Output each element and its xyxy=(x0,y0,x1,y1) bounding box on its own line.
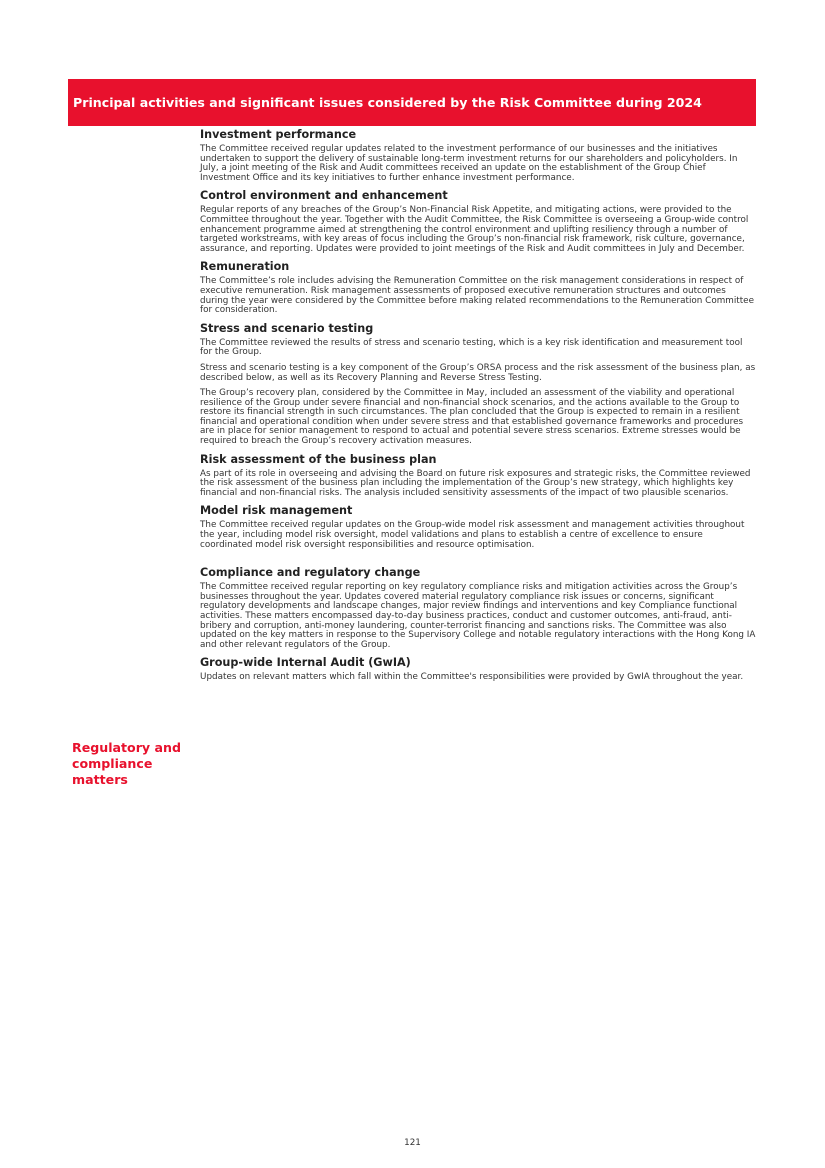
section-heading: Control environment and enhancement xyxy=(200,189,448,203)
section-paragraph: The Committee’s role includes advising the Remuneration Committee on the risk management considerations in respect of executive remuneration. Risk management assessments of proposed executive remuneration structures and outcomes during the year were considered by the Committee before making related recommendations to the Remuneration Committee for consideration. xyxy=(200,276,755,316)
section-heading: Model risk management xyxy=(200,504,353,518)
section-paragraph: The Committee received regular reporting on key regulatory compliance risks and mitigation activities across the Group’s businesses throughout the year. Updates covered material regulatory compliance risk issues or concerns, significant regulatory developments and landscape changes, major review findings and interventions and key Compliance functional activities. These matters encompassed day-to-day business practices, conduct and customer outcomes, anti-fraud, anti-bribery and corruption, anti-money laundering, counter-terrorist financing and sanctions risks. The Committee was also updated on the key matters in response to the Supervisory College and notable regulatory interactions with the Hong Kong IA and other relevant regulators of the Group. xyxy=(200,582,756,650)
section-heading: Investment performance xyxy=(200,128,357,141)
section-heading: Compliance and regulatory change xyxy=(200,566,421,580)
section-model-risk xyxy=(200,504,756,550)
section-paragraph: The Committee received regular updates related to the investment performance of our businesses and the initiatives undertaken to support the delivery of sustainable long-term investment returns for our shareholders and policyholders. In July, a joint meeting of the Risk and Audit committees received an update on the establishment of the Group Chief Investment Office and its key initiatives to further enhance investment performance. xyxy=(200,144,738,183)
section-control-environment xyxy=(200,189,756,254)
section-business-plan-risk xyxy=(200,453,756,499)
section-banner xyxy=(68,79,756,126)
page-number: 121 xyxy=(404,1138,421,1148)
section-stress-testing xyxy=(200,322,756,447)
regulatory-compliance-label: Regulatory and compliance matters xyxy=(72,740,181,787)
banner-title: Principal activities and significant issues considered by the Risk Committee during 2024 xyxy=(73,95,702,110)
section-heading: Group-wide Internal Audit (GwIA) xyxy=(200,656,411,670)
section-paragraph: The Committee received regular updates on the Group-wide model risk assessment and management activities throughout the year, including model risk oversight, model validations and plans to establish a centre of excellence to ensure coordinated model risk oversight responsibilities and resource optimisation. xyxy=(200,520,745,550)
section-compliance-change xyxy=(200,566,756,650)
content-column xyxy=(200,126,756,689)
section-paragraph: Updates on relevant matters which fall within the Committee's responsibilities were provided by GwIA throughout the year. xyxy=(200,672,744,683)
section-paragraph: The Group’s recovery plan, considered by the Committee in May, included an assessment of the viability and operational resilience of the Group under severe financial and non-financial shock scenarios, and the actions available to the Group to restore its financial strength in such circumstances. The plan concluded that the Group is expected to remain in a resilient financial and operational condition when under severe stress and that established governance frameworks and procedures are in place for senior management to respond to actual and potential severe stress scenarios. Extreme stresses would be required to breach the Group’s recovery activation measures. xyxy=(200,388,744,447)
section-internal-audit xyxy=(200,656,756,683)
section-paragraph: Stress and scenario testing is a key component of the Group’s ORSA process and the risk assessment of the business plan, as described below, as well as its Recovery Planning and Reverse Stress Testing. xyxy=(200,362,756,383)
section-paragraph: The Committee reviewed the results of stress and scenario testing, which is a key risk identification and measurement tool for the Group. xyxy=(200,337,743,358)
section-heading: Remuneration xyxy=(200,260,290,274)
section-heading: Stress and scenario testing xyxy=(200,321,374,335)
section-paragraph: Regular reports of any breaches of the Group’s Non-Financial Risk Appetite, and mitigating actions, were provided to the Committee throughout the year. Together with the Audit Committee, the Risk Committee is overseeing a Group-wide control enhancement programme aimed at strengthening the control environment and uplifting resiliency through a number of targeted workstreams, with key areas of focus including the Group’s non-financial risk framework, risk culture, governance, assurance, and reporting. Updates were provided to joint meetings of the Risk and Audit committees in July and December. xyxy=(200,205,749,254)
section-remuneration xyxy=(200,260,756,315)
section-paragraph: As part of its role in overseeing and advising the Board on future risk exposures and strategic risks, the Committee reviewed the risk assessment of the business plan including the implementation of the Group’s new strategy, which highlights key financial and non-financial risks. The analysis included sensitivity assessments of the impact of two plausible scenarios. xyxy=(200,468,751,498)
section-heading: Risk assessment of the business plan xyxy=(200,452,437,466)
section-investment-performance xyxy=(200,128,756,183)
